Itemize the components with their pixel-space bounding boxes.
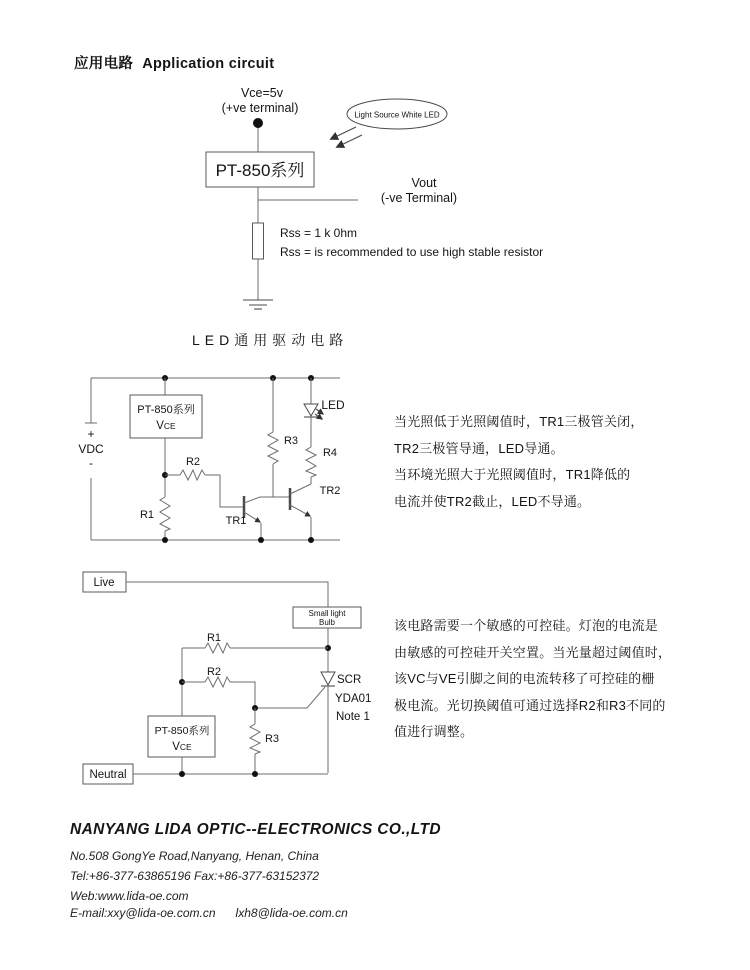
r2-label: R2 — [206, 666, 222, 678]
company-address: No.508 GongYe Road,Nanyang, Henan, China — [70, 849, 319, 863]
pt850-label: PT-850系列 — [137, 404, 195, 416]
vout-terminal-label: (-ve Terminal) — [380, 191, 458, 205]
junction-dot — [258, 537, 264, 543]
resistor-r3 — [268, 432, 278, 464]
junction-dot — [179, 771, 185, 777]
r1-label: R1 — [206, 632, 222, 644]
description-line: 当环境光照大于光照阈值时，TR1降低的 — [394, 467, 631, 482]
rss-value-label: Rss = 1 k 0hm — [280, 226, 358, 240]
tr1-label: TR1 — [225, 515, 247, 527]
led-icon — [304, 404, 323, 419]
scr-icon — [255, 672, 335, 773]
scr-note-label: Note 1 — [336, 711, 370, 723]
vdc-minus-label: - — [89, 456, 93, 470]
bulb-label-line2: Bulb — [318, 618, 336, 627]
resistor-r3 — [250, 724, 260, 754]
pt850-box — [130, 395, 202, 438]
vdc-plus-label: + — [87, 427, 95, 441]
light-arrow-icon — [337, 135, 362, 147]
company-email: E-mail:xxy@lida-oe.com.cn lxh8@lida-oe.com.cn — [70, 906, 348, 920]
pt850-label: PT-850系列 — [215, 161, 305, 180]
pt850-label: PT-850系列 — [154, 725, 210, 737]
resistor-r1 — [160, 497, 170, 531]
scr-part-label: YDA01 — [335, 693, 372, 705]
scr-label: SCR — [337, 674, 362, 686]
led-label: LED — [321, 398, 345, 412]
neutral-label: Neutral — [89, 769, 127, 781]
wire — [126, 582, 328, 607]
junction-dot — [162, 537, 168, 543]
r4-label: R4 — [322, 447, 338, 459]
transistor-tr2 — [290, 484, 311, 540]
transistor-tr1 — [244, 496, 261, 540]
supply-terminal-label: (+ve terminal) — [221, 101, 299, 115]
resistor-r2 — [180, 470, 205, 480]
page-title-en: Application circuit — [142, 56, 275, 72]
description-line: 极电流。光切换阈值可通过选择R2和R3不同的 — [394, 697, 666, 713]
page-title-zh: 应用电路 — [74, 56, 134, 72]
pt850-vce-label: VCE — [156, 420, 176, 432]
description-line: 值进行调整。 — [394, 724, 474, 739]
r1-label: R1 — [139, 509, 155, 521]
description-line: 该电路需要一个敏感的可控硅。灯泡的电流是 — [394, 618, 659, 633]
description-line: 由敏感的可控硅开关空置。当光量超过阈值时， — [394, 644, 672, 660]
company-phone: Tel:+86-377-63865196 Fax:+86-377-63152372 — [70, 869, 320, 883]
pt850-vce-label: VCE — [172, 741, 192, 753]
vdc-label: VDC — [78, 442, 104, 456]
vout-label: Vout — [411, 176, 437, 190]
rss-resistor — [253, 223, 264, 259]
description-line: 当光照低于光照阈值时，TR1三极管关闭， — [394, 414, 644, 429]
tr2-label: TR2 — [319, 485, 341, 497]
description-line: 电流并使TR2截止，LED不导通。 — [394, 493, 591, 509]
wire — [205, 475, 244, 507]
rss-note-label: Rss = is recommended to use high stable resistor — [280, 245, 544, 259]
company-web: Web:www.lida-oe.com — [70, 889, 189, 903]
circuit3 — [83, 572, 371, 784]
circuit2-heading: LED通用驱动电路 — [192, 332, 349, 348]
light-arrow-icon — [331, 127, 356, 139]
circuit1 — [206, 86, 543, 309]
resistor-r4 — [306, 447, 316, 477]
bulb-label-line1: Small light — [308, 609, 346, 618]
live-label: Live — [93, 577, 115, 589]
light-source-label: Light Source White LED — [354, 110, 440, 120]
ground-icon — [243, 300, 273, 309]
r3-label: R3 — [264, 733, 280, 745]
supply-voltage-label: Vce=5v — [240, 86, 284, 100]
description-line: 该VC与VE引脚之间的电流转移了可控硅的栅 — [394, 671, 655, 686]
junction-dot — [252, 771, 258, 777]
resistor-r2 — [205, 677, 230, 687]
resistor-r1 — [205, 643, 230, 653]
description-line: TR2三极管导通，LED导通。 — [394, 440, 564, 456]
circuit2 — [78, 375, 345, 543]
junction-dot — [308, 537, 314, 543]
company-name: NANYANG LIDA OPTIC--ELECTRONICS CO.,LTD — [70, 821, 441, 838]
r2-label: R2 — [185, 456, 201, 468]
r3-label: R3 — [283, 435, 299, 447]
supply-terminal-dot — [253, 118, 263, 128]
wire — [230, 682, 255, 708]
